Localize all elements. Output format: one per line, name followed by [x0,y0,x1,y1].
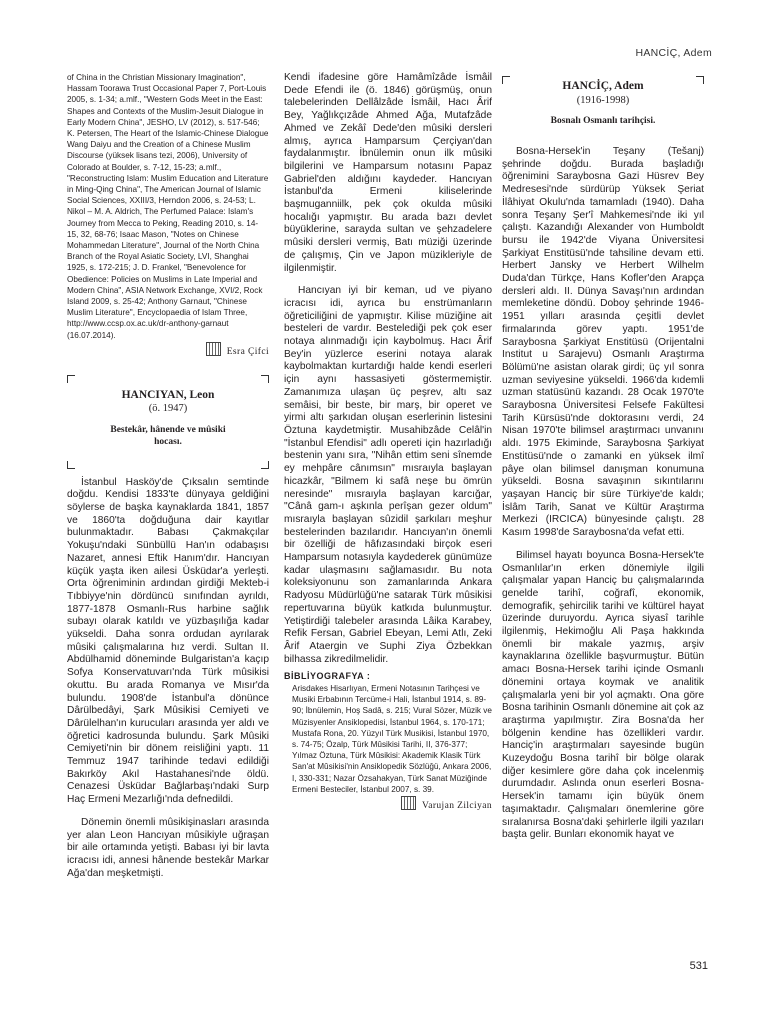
entry-description: Bosnalı Osmanlı tarihçisi. [550,116,656,127]
paragraph: İstanbul Hasköy'de Çıksalın semtinde doğdu. Kendisi 1833'te dünyaya geldiğini söylerse de başka kaynaklarda 1841, 1857 ve 1860'ta doğduğuna dair kayıtlar bulunmaktadır. Babası Çakmakçılar Yokuşu'ndaki Sünbüllü Han'ın odabaşısı Nazaret, annesi Eftik Hanım'dır. Hancıyan küçük yaşta iken ailesi Üsküdar'a yerleşti. Orta öğreniminin ardından girdiği Mekteb-i Tıbbiyye'nin dördüncü sınıfından ayrıldı, 1877-1878 Osmanlı-Rus harbine sağlık subayı olarak katıldı ve yüzbaşılığa kadar yükseldi. Daha sonra ordudan ayrılarak mûsiki çalışmalarına hız verdi. Sultan II. Abdülhamid döneminde Bulgaristan'a kaçıp Sofya Konservatuvarı'nda Türk mûsikisi okuttu. Bu arada Romanya ve Mısır'da bulundu. 1908'de İstanbul'a dönünce Dârülbedâyi, Şark Mûsikisi Cemiyeti ve Dârülelhan'ın kurucuları arasında yer aldı ve öğretici kadrosunda bulundu. Şark Mûsiki Cemiyeti'nin bir dönem reisliğini yaptı. 11 Temmuz 1947 tarihinde tedavi edildiği Bakırköy Akıl Hastahanesi'nde öldü. Cenazesi Üsküdar Bağlarbaşı'ndaki Surp Haç Ermeni Mezarlığı'nda defnedildi. [67,476,269,806]
entry-years: (ö. 1947) [148,403,188,415]
page-number: 531 [689,960,708,972]
entry-header-hanciyan [67,375,269,469]
bibliography-title: BİBLİYOGRAFYA : [284,671,371,682]
paragraph: Hancıyan iyi bir keman, ud ve piyano icracısı idi, ayrıca bu enstrümanların öğreticiliğini de yapmıştır. Kilise müziğine ait besteleri de vardır. Bestelediği pek çok eser notaya alınmadığı için kaybolmuş. Hacı Ârif Bey'in yüzlerce eserini notaya alarak kaybolmaktan kurtardığı halde kendi eserleri için aynı hassasiyeti göstermemiştir. Zamanımıza ulaşan üç peşrev, altı saz semâisi, bir beste, bir marş, bir operet ve yirmi altı şarkıdan oluşan eserlerinin listesini Öztuna kaydetmiştir. Musahibzâde Celâl'in "İstanbul Efendisi" adlı opereti için hazırladığı bestenin yanı sıra, "Nihân ettim seni sînemde ey mehpâre cânımsın" mısraıyla başlayan hicazkâr, "Bilmem ki safâ neşe bu ömrün neresinde" mısraıyla başlayan karcığar, "Cânâ gam-ı aşkınla perîşan gezer oldum" mısraıyla başlayan sûzidil şarkıları meşhur bestelerinden bazılarıdır. Hancıyan'ın önemli bir özelliği de hâfızasındaki birçok eseri Hamparsum notasıyla kaydederek günümüze kadar ulaşmasını sağlamasıdır. Bu nota koleksiyonunu son zamanlarında Ankara Radyosu Müdürlüğü'ne satarak Türk mûsikisi repertuvarına büyük katkıda bulunmuştur. Yetiştirdiği talebeler arasında Lâika Karabey, Refik Fersan, Gabriel Ebeyan, Lemi Atlı, Zeki Ârif Ataergin ve Suphi Ziya Özbekkan bilhassa zikredilmelidir. [284,285,492,665]
paragraph: Bilimsel hayatı boyunca Bosna-Hersek'te Osmanlılar'ın erken dönemiyle ilgili çalışmalar yapan Hanciç bu çalışmalarında genelde tarihî, coğrafî, ekonomik, demografik, şehircilik tarihi ve kültürel hayat üzerinde duruyordu. Ayrıca siyasî tarihle ilgilenmiş, Hekimoğlu Ali Paşa hakkında önemli bir makale yazmış, arşiv kaynaklarına özellikle başvurmuştur. Bütün amacı Bosna-Hersek tarihi içinde Osmanlı dönemini ortaya koymak ve analitik çalışmalarla yeni bir yol açmaktı. Ona göre Bosna tarihinin Osmanlı dönemine ait çok az araştırma yapılmıştır. Zira Bosna'da her bölgenin kendine has özellikleri vardır. Hanciç'in araştırmaları sayesinde bugün Kuzeydoğu Bosna tarihî bir bölge olarak diğer kesimlere göre daha çok incelenmiş durumdadır. Aslında onun eserleri Bosna-Hersek'in tamamı için büyük önem taşımaktadır. Çalışmaları önemlerine göre sıralanırsa Bosna'daki şehirlerle ilgili yazıları başta gelir. Bunları ekonomik hayat ve [502,549,704,841]
previous-entry-author [67,342,269,359]
column-middle [284,72,492,813]
entry-title: HANCIYAN, Leon [121,388,215,401]
running-header: HANCİÇ, Adem [635,47,712,59]
author-seal-icon [401,796,416,810]
paragraph: Kendi ifadesine göre Hamâmîzâde İsmâil Dede Efendi ile (ö. 1846) görüşmüş, onun talebelerinden Dellâlzâde İsmâil, Hacı Ârif Bey, Yağlıkçızâde Ahmed Ağa, Mutafzâde Ahmed ve Zekâî Dede'den mûsiki dersleri almış, ayrıca Hamparsum Çerçiyan'dan faydalanmıştır. İbnülemin onun ilk mûsiki bilgilerini ve Hamparsum notasını Papaz Gabriel'den aldığını kaydeder. Hancıyan İstanbul'da Ermeni kiliselerinde başmuganniilk, pek çok okulda mûsiki hocalığı yapmıştır. Bu arada bazı devlet büyüklerine, sarayda sultan ve şehzadelere mûsiki dersleri vermiş, Batı müziği üzerinde de çalışmış, Çin ve Japon müzikleriyle de ilgilenmiştir. [284,72,492,274]
paragraph: Bosna-Hersek'in Teşany (Tešanj) şehrinde doğdu. Burada başladığı öğrenimini Saraybosna Gazi Hüsrev Bey Medresesi'nde sürdürüp Yüksek Şeriat İlâhiyat Okulu'nda tamamladı (1940). Daha sonra Teşany Şer'î Mahkemesi'nde iki yıl çalıştı. Kazandığı Alexander von Humboldt bursu ile 1942'de Viyana Üniversitesi Şarkiyat Enstitüsü'nde tahsiline devam etti. Herbert Jansky ve Herbert Wilhelm Duda'dan Türkçe, Hans Kofler'den Arapça dersleri aldı. II. Dünya Savaşı'nın ardından memleketine döndü. Doboy şehrinde 1946-1951 yılları arasında çeşitli devlet firmalarında görev yaptı. 1951'de Saraybosna Şarkiyat Enstitüsü (Orijentalni Institut u Sarajevu) Osmanlı Araştırma Bölümü'ne asistan olarak girdi; üç yıl sonra uzman seviyesine yükseldi. 1966'da kıdemli uzman statüsünü kazandı. 28 Ocak 1970'te Saraybosna Üniversitesi Felsefe Fakültesi Tarih Kürsüsü'nde doktorasını verdi, 24 Nisan 1970'te bilimsel araştırmacı unvanını aldı. 1975 Ekiminde, Saraybosna Şarkiyat Enstitüsü'nde o zamanki en yüksek ilmî pâye olan bilimsel danışman konumuna yükseldi. Bosna savaşının sıkıntılarını yaşayan Hanciç bir süre Türkiye'de kaldı; İslâm Tarih, Sanat ve Kültür Araştırma Merkezi (IRCICA) bünyesinde çalıştı. 28 Kasım 1998'de Saraybosna'da vefat etti. [502,146,704,539]
author-name: Varujan Zilciyan [422,801,492,812]
entry-description: Bestekâr, hânende ve mûsiki hocası. [110,424,226,447]
bibliography: Arisdakes Hisarlıyan, Ermeni Notasının Tarihçesi ve Musiki Erbabının Tercüme-i Hali, İstanbul 1914, s. 89-90; İbnülemin, Hoş Sadâ, s. 215; Vural Sözer, Müzik ve Müzisyenler Ansiklopedisi, İstanbul 1964, s. 170-171; Mustafa Rona, 20. Yüzyıl Türk Musikisi, İstanbul 1970, s. 74-75; Özalp, Türk Mûsikisi Tarihi, II, 376-377; Yılmaz Öztuna, Türk Mûsikisi: Akademik Klasik Türk San'at Mûsikisi'nin Ansiklopedik Sözlüğü, Ankara 2006, I, 330-331; Nazar Özsahakyan, Türk Sanat Müziğinde Ermeni Besteciler, İstanbul 2007, s. 39. [292,684,492,794]
author-seal-icon [206,342,221,356]
entry-header-hancic [502,76,704,138]
entry-author [284,796,492,813]
column-right [502,76,704,842]
paragraph: Dönemin önemli mûsikişinasları arasında yer alan Leon Hancıyan mûsikiyle uğraşan bir aile ortamında yetişti. Babası iyi bir lavta icracısı idi, annesi hânende bestekâr Markar Ağa'dan meşketmişti. [67,816,269,879]
entry-title: HANCİÇ, Adem [562,80,644,92]
previous-entry-references: of China in the Christian Missionary Imagination", Hassam Toorawa Trust Occasional Paper 7, Port-Louis 2005, s. 1-34; a.mlf., "Western Gods Meet in the East: Shapes and Contexts of the Muslim-Jesuit Dialogue in Early Modern China", JESHO, LV (2012), s. 517-546; K. Petersen, The Heart of the Islamic-Chinese Dialogue Wang Daiyu and the Creation of a Chinese Muslim Discourse (yüksek lisans tezi, 2006), University of Colorado at Boulder, s. 7-12, 15-23; a.mlf., "Reconstructing Islam: Muslim Education and Literature in Ming-Qing China", The American Journal of Islamic Social Sciences, XXIII/3, Herndon 2006, s. 24-53; L. Nikol – M. A. Aldrich, The Perfumed Palace: Islam's Journey from Mecca to Peking, Reading 2010, s. 14-15, 32, 68-76; Isaac Mason, "Notes on Chinese Mohammedan Literature", Journal of the North China Branch of the Royal Asiatic Society, LVI, Shanghai 1925, s. 172-215; J. D. Frankel, "Benevolence for Obedience: Policies on Muslims in Late Imperial and Modern China", ASIA Network Exchange, XVI/2, Rock Island 2009, s. 25-42; Anthony Garnaut, "Chinese Muslim Literature", Encyclopaedia of Islam Three, http://www.ccsp.ox.ac.uk/dr-anthony-garnaut (16.07.2014). [67,73,269,340]
entry-years: (1916-1998) [576,94,630,106]
previous-author-name: Esra Çifci [226,346,269,357]
column-left [67,72,269,880]
